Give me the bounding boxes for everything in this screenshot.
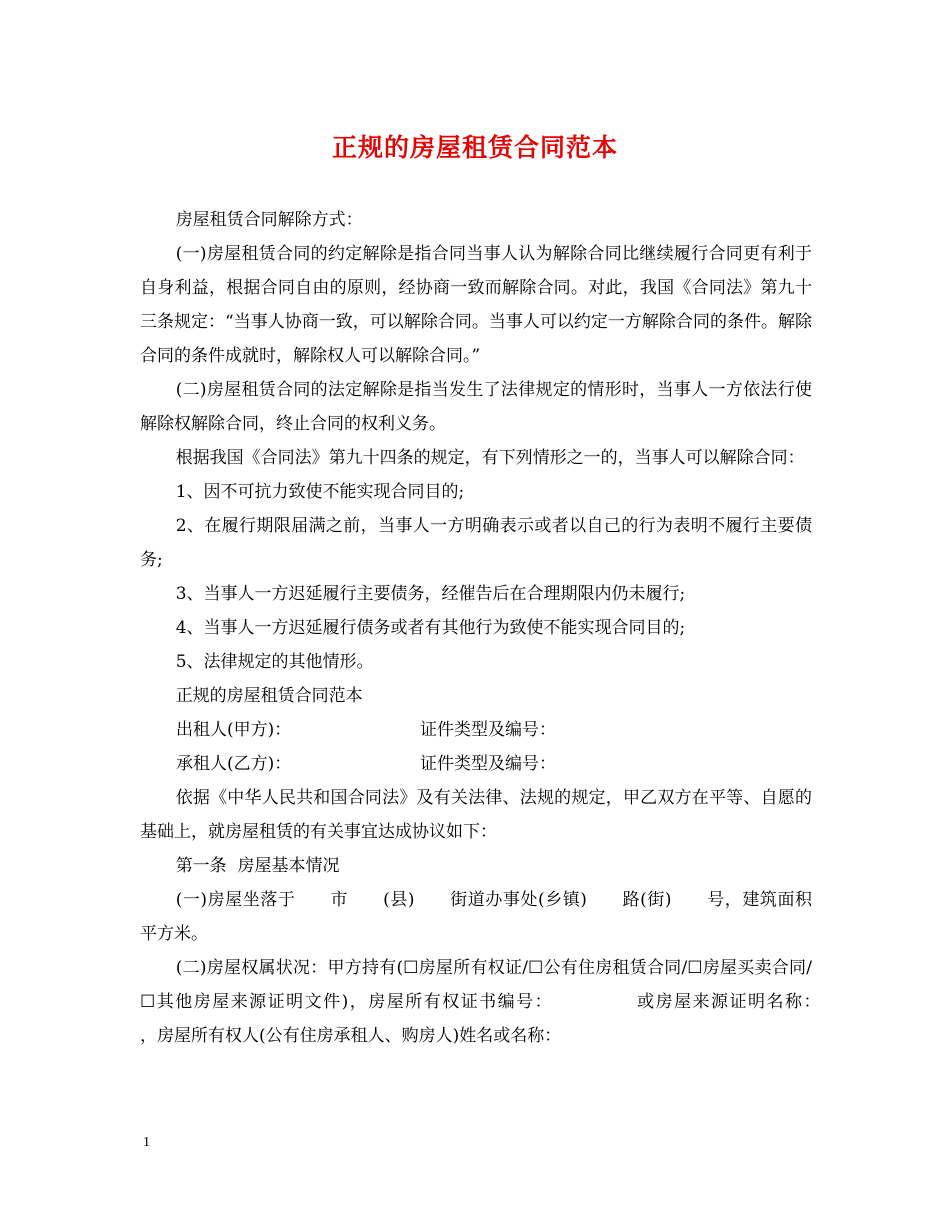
lessor-row xyxy=(140,713,812,747)
paragraph: 根据我国《合同法》第九十四条的规定，有下列情形之一的，当事人可以解除合同： xyxy=(175,448,805,468)
paragraph: (二)房屋权属状况：甲方持有(☐房屋所有权证/☐公有住房租赁合同/☐房屋买卖合同/☐其他房屋来源证明文件)，房屋所有权证书编号： 或房屋来源证明名称： ，房屋所有权人(公有住房承租人、购房人)姓名或名称： xyxy=(140,958,897,1046)
article-heading: 第一条 房屋基本情况 xyxy=(175,856,340,876)
list-item: 3、当事人一方迟延履行主要债务，经催告后在合理期限内仍未履行; xyxy=(175,584,686,604)
list-item: 5、法律规定的其他情形。 xyxy=(175,652,374,672)
paragraph: 房屋租赁合同解除方式： xyxy=(175,210,363,230)
list-item: 2、在履行期限届满之前，当事人一方明确表示或者以自己的行为表明不履行主要债务; xyxy=(140,516,812,570)
lessee-row xyxy=(140,747,812,781)
lessee-id-label: 证件类型及编号： xyxy=(420,754,556,774)
list-item: 1、因不可抗力致使不能实现合同目的; xyxy=(175,482,465,502)
section-heading: 正规的房屋租赁合同范本 xyxy=(175,686,363,706)
paragraph: (一)房屋租赁合同的约定解除是指合同当事人认为解除合同比继续履行合同更有利于自身利益，根据合同自由的原则，经协商一致而解除合同。对此，我国《合同法》第九十三条规定：“当事人协商一致，可以解除合同。当事人可以约定一方解除合同的条件。解除合同的条件成就时，解除权人可以解除合同。” xyxy=(140,244,812,366)
paragraph: (二)房屋租赁合同的法定解除是指当发生了法律规定的情形时，当事人一方依法行使解除权解除合同，终止合同的权利义务。 xyxy=(140,380,812,434)
paragraph: (一)房屋坐落于 市 (县) 街道办事处(乡镇) 路(街) 号，建筑面积 平方米。 xyxy=(140,890,846,944)
page-number: 1 xyxy=(143,1135,150,1150)
lessee-label: 承租人(乙方)： xyxy=(176,754,292,774)
document-title: 正规的房屋租赁合同范本 xyxy=(331,133,618,162)
paragraph: 依据《中华人民共和国合同法》及有关法律、法规的规定，甲乙双方在平等、自愿的基础上，就房屋租赁的有关事宜达成协议如下： xyxy=(140,788,812,842)
document-body xyxy=(140,203,897,1053)
lessor-id-label: 证件类型及编号： xyxy=(420,720,556,740)
lessor-label: 出租人(甲方)： xyxy=(176,720,292,740)
list-item: 4、当事人一方迟延履行债务或者有其他行为致使不能实现合同目的; xyxy=(175,618,686,638)
